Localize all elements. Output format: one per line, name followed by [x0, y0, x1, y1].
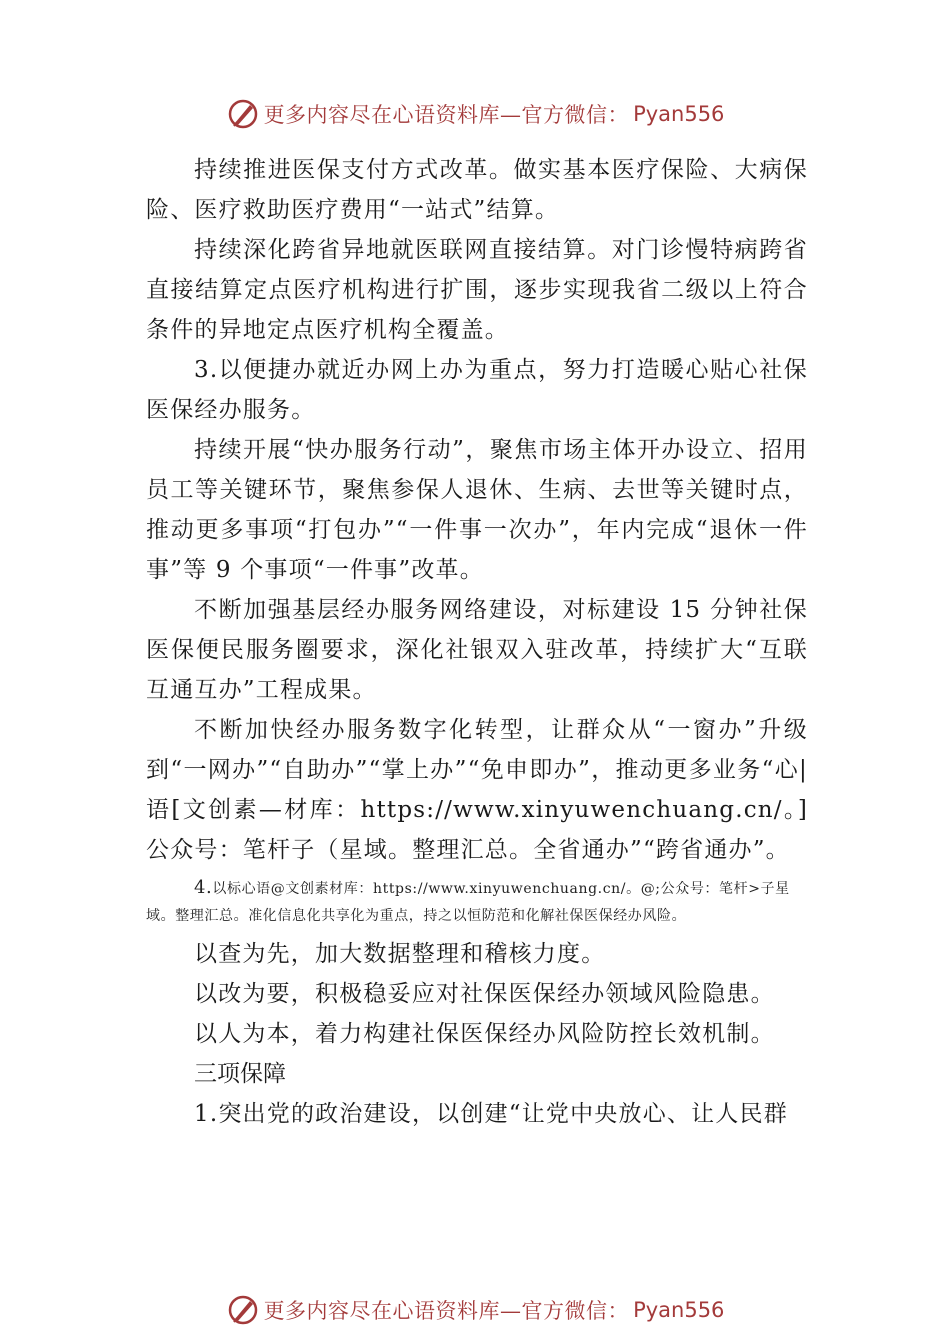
paragraph: 持续推进医保支付方式改革。做实基本医疗保险、大病保险、医疗救助医疗费用“一站式”结算。 [146, 157, 808, 223]
paragraph: 以改为要，积极稳妥应对社保医保经办领域风险隐患。 [194, 981, 775, 1007]
quill-seal-icon [226, 1293, 260, 1327]
paragraph: 持续深化跨省异地就医联网直接结算。对门诊慢特病跨省直接结算定点医疗机构进行扩围，逐步实现我省二级以上符合条件的异地定点医疗机构全覆盖。 [146, 237, 808, 343]
small-note-text: 以标心语@文创素材库：https://www.xinyuwenchuang.cn/。@;公众号：笔杆>子星域。整理汇总。准化信息化共享化为重点，持之以恒防范和化解社保医保经办风险。 [146, 881, 790, 924]
paragraph: 持续开展“快办服务行动”，聚焦市场主体开办设立、招用员工等关键环节，聚焦参保人退休、生病、去世等关键时点，推动更多事项“打包办”“一件事一次办”，年内完成“退休一件事”等 9 个事项“一件事”改革。 [146, 437, 808, 583]
footer-banner [0, 1290, 950, 1330]
document-body [146, 150, 808, 1134]
paragraph: 不断加强基层经办服务网络建设，对标建设 15 分钟社保医保便民服务圈要求，深化社银双入驻改革，持续扩大“互联互通互办”工程成果。 [146, 597, 808, 703]
header-banner [0, 94, 950, 134]
small-note-paragraph [146, 874, 808, 930]
paragraph: 以查为先，加大数据整理和稽核力度。 [194, 941, 606, 967]
paragraph: 3.以便捷办就近办网上办为重点，努力打造暖心贴心社保医保经办服务。 [146, 357, 808, 423]
paragraph: 以人为本，着力构建社保医保经办风险防控长效机制。 [194, 1021, 775, 1047]
footer-banner-handle: Pyan556 [633, 1298, 725, 1322]
paragraph: 1.突出党的政治建设，以创建“让党中央放心、让人民群 [194, 1101, 788, 1127]
quill-seal-icon [226, 97, 260, 131]
section-heading: 三项保障 [194, 1061, 286, 1087]
header-banner-text: 更多内容尽在心语资料库—官方微信： [263, 103, 630, 127]
paragraph: 不断加快经办服务数字化转型，让群众从“一窗办”升级到“一网办”“自助办”“掌上办”“免申即办”，推动更多业务“心|语[文创素—材库：https://www.xinyuwenchuang.cn/。]公众号：笔杆子（星域。整理汇总。全省通办”“跨省通办”。 [146, 717, 808, 863]
small-note-number: 4. [194, 877, 213, 898]
header-banner-handle: Pyan556 [633, 102, 725, 126]
footer-banner-text: 更多内容尽在心语资料库—官方微信： [263, 1299, 630, 1323]
